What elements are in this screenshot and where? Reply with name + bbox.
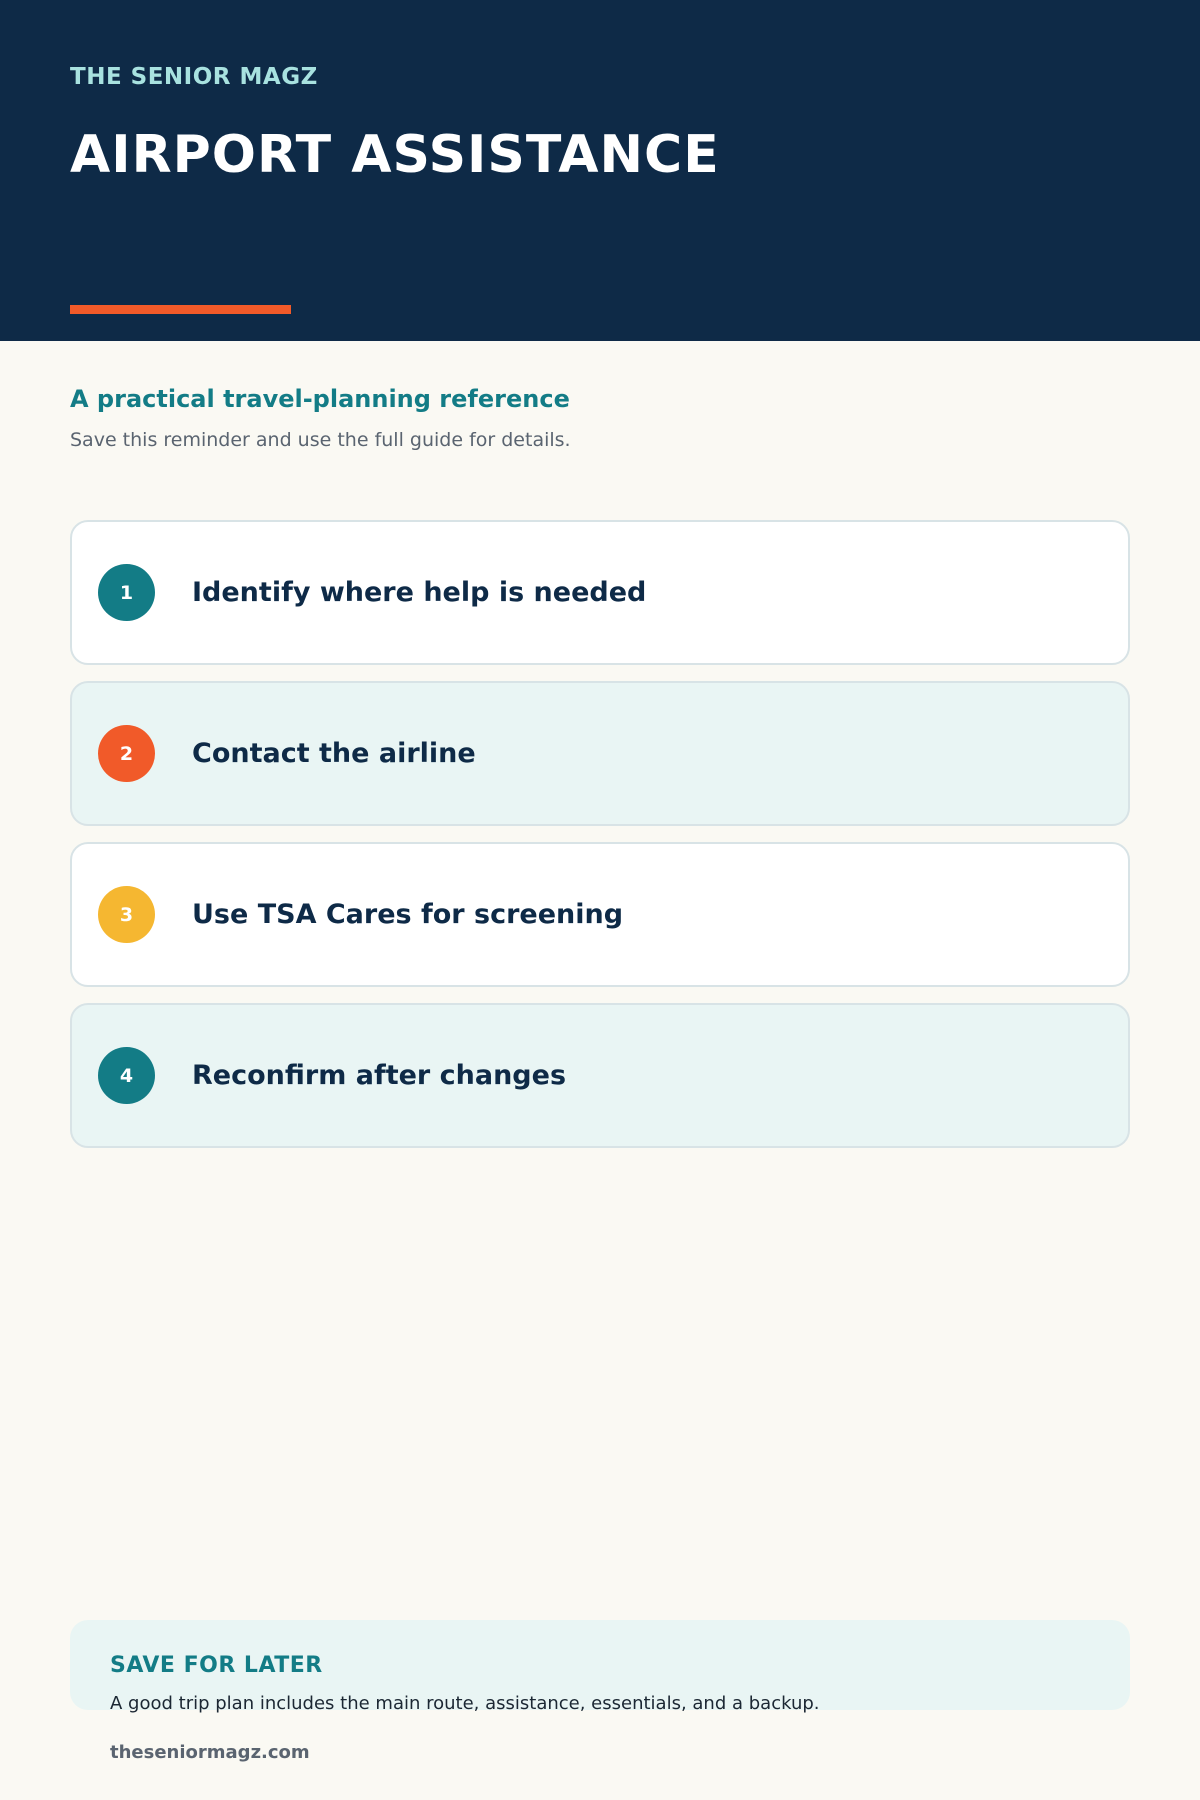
step-card-1	[70, 520, 1130, 665]
step-label: Identify where help is needed	[192, 577, 647, 608]
intro-text: Save this reminder and use the full guide for details.	[70, 429, 571, 451]
site-url: theseniormagz.com	[110, 1742, 310, 1763]
step-number-badge: 1	[98, 564, 155, 621]
step-card-3	[70, 842, 1130, 987]
section-subtitle: A practical travel-planning reference	[70, 385, 570, 413]
step-label: Use TSA Cares for screening	[192, 899, 624, 930]
page-title: AIRPORT ASSISTANCE	[70, 125, 720, 185]
brand-name: THE SENIOR MAGZ	[70, 64, 318, 90]
accent-bar	[70, 305, 291, 314]
step-number-badge: 2	[98, 725, 155, 782]
save-for-later-text: A good trip plan includes the main route, assistance, essentials, and a backup.	[110, 1693, 820, 1714]
step-label: Reconfirm after changes	[192, 1060, 567, 1091]
steps-list	[70, 520, 1130, 1164]
step-label: Contact the airline	[192, 738, 476, 769]
save-for-later-title: SAVE FOR LATER	[110, 1653, 323, 1678]
step-number-badge: 4	[98, 1047, 155, 1104]
step-card-2	[70, 681, 1130, 826]
step-card-4	[70, 1003, 1130, 1148]
header-banner	[0, 0, 1200, 341]
step-number-badge: 3	[98, 886, 155, 943]
